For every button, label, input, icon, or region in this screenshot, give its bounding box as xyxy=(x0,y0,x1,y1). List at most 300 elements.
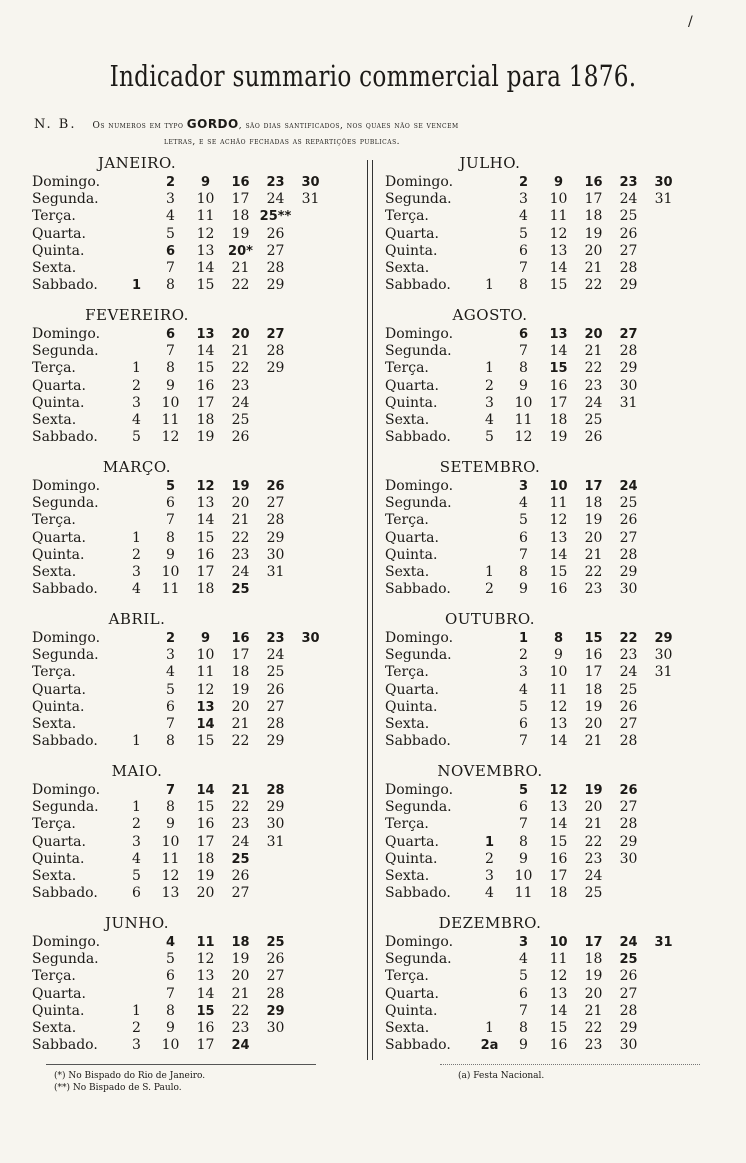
week-row xyxy=(385,1020,725,1037)
holiday-date-cell: 29 xyxy=(654,631,673,646)
date-cell xyxy=(258,378,293,395)
date-cell xyxy=(473,799,506,816)
week-row xyxy=(385,326,725,343)
date-cell xyxy=(473,512,506,529)
date-cell: 12 xyxy=(549,968,568,985)
date-cell: 1 xyxy=(132,799,141,816)
week-row xyxy=(385,226,725,243)
date-cell: 21 xyxy=(231,512,250,529)
date-cell: 21 xyxy=(584,259,603,276)
month-block xyxy=(32,608,372,760)
date-cell xyxy=(646,243,681,260)
date-cell xyxy=(646,1003,681,1020)
date-cell: 7 xyxy=(519,343,528,360)
date-cell: 7 xyxy=(519,1002,528,1019)
date-cell: 16 xyxy=(549,377,568,394)
week-row xyxy=(32,495,372,512)
date-cell: 1 xyxy=(485,277,494,294)
day-name: Quarta. xyxy=(32,833,86,850)
date-cell: 22 xyxy=(584,1019,603,1036)
date-cell xyxy=(293,378,328,395)
day-name: Segunda. xyxy=(32,343,99,360)
holiday-date-cell: 25 xyxy=(231,851,250,867)
date-cell: 21 xyxy=(231,985,250,1002)
date-cell xyxy=(293,968,328,985)
date-cell: 29 xyxy=(266,733,285,750)
date-cell: 6 xyxy=(132,885,141,902)
date-cell xyxy=(258,412,293,429)
date-cell xyxy=(611,868,646,885)
date-cell: 5 xyxy=(132,867,141,884)
date-cell: 15 xyxy=(196,277,215,294)
holiday-date-cell: 12 xyxy=(549,783,568,798)
date-cell: 20 xyxy=(584,799,603,816)
holiday-date-cell: 17 xyxy=(584,935,603,950)
date-cell: 3 xyxy=(132,394,141,411)
date-cell: 24 xyxy=(619,191,638,208)
day-name: Terça. xyxy=(385,512,429,529)
date-cell: 1 xyxy=(132,733,141,750)
day-name: Terça. xyxy=(32,664,76,681)
date-cell: 25 xyxy=(619,681,638,698)
date-cell: 4 xyxy=(485,411,494,428)
date-cell: 6 xyxy=(519,529,528,546)
date-cell xyxy=(293,412,328,429)
date-cell xyxy=(646,495,681,512)
day-name: Sexta. xyxy=(385,259,430,276)
holiday-date-cell: 4 xyxy=(165,935,176,950)
date-cell: 22 xyxy=(231,1002,250,1019)
date-cell xyxy=(258,581,293,598)
week-row xyxy=(385,360,725,377)
month-name: ABRIL. xyxy=(108,610,166,628)
holiday-date-cell: 15 xyxy=(549,361,568,377)
date-cell xyxy=(120,647,153,664)
week-row xyxy=(385,243,725,260)
date-cell: 30 xyxy=(654,647,673,664)
footnote-rio: (*) No Bispado do Rio de Janeiro. xyxy=(54,1071,206,1081)
date-cell xyxy=(293,326,328,343)
date-cell xyxy=(646,378,681,395)
holiday-date-cell: 1 xyxy=(484,834,495,850)
date-cell: 27 xyxy=(619,799,638,816)
date-cell xyxy=(293,885,328,902)
date-cell: 4 xyxy=(132,850,141,867)
date-cell xyxy=(293,1037,328,1054)
date-cell: 5 xyxy=(166,681,175,698)
date-cell: 14 xyxy=(549,259,568,276)
week-row xyxy=(385,834,725,851)
date-cell: 26 xyxy=(619,968,638,985)
week-row xyxy=(32,277,372,294)
calendar-column-left xyxy=(32,152,372,1064)
date-cell: 19 xyxy=(584,225,603,242)
date-cell xyxy=(473,226,506,243)
date-cell: 15 xyxy=(196,799,215,816)
date-cell: 30 xyxy=(619,850,638,867)
date-cell: 24 xyxy=(231,394,250,411)
date-cell xyxy=(646,226,681,243)
week-row xyxy=(385,547,725,564)
date-cell: 27 xyxy=(231,885,250,902)
week-row xyxy=(32,934,372,951)
date-cell xyxy=(293,429,328,446)
day-name: Domingo. xyxy=(385,630,454,646)
date-cell: 2 xyxy=(132,1019,141,1036)
date-cell: 28 xyxy=(619,733,638,750)
date-cell xyxy=(646,951,681,968)
day-name: Sexta. xyxy=(32,1019,77,1036)
date-cell xyxy=(473,968,506,985)
date-cell xyxy=(120,326,153,343)
date-cell xyxy=(293,647,328,664)
week-row xyxy=(32,868,372,885)
date-cell: 7 xyxy=(166,343,175,360)
date-cell xyxy=(120,343,153,360)
footnote-festa-nacional: (a) Festa Nacional. xyxy=(458,1071,545,1081)
date-cell xyxy=(646,716,681,733)
date-cell: 20 xyxy=(231,495,250,512)
date-cell: 25 xyxy=(266,664,285,681)
week-row xyxy=(32,951,372,968)
day-name: Quinta. xyxy=(32,1002,85,1019)
holiday-date-cell: 18 xyxy=(231,935,250,950)
day-name: Terça. xyxy=(32,968,76,985)
date-cell: 27 xyxy=(266,698,285,715)
month-block xyxy=(32,152,372,304)
date-cell: 11 xyxy=(161,411,180,428)
date-cell: 1 xyxy=(485,360,494,377)
date-cell: 18 xyxy=(196,411,215,428)
date-cell xyxy=(473,243,506,260)
date-cell xyxy=(293,530,328,547)
day-name: Sabbado. xyxy=(32,885,98,902)
week-row xyxy=(32,986,372,1003)
day-name: Quinta. xyxy=(385,546,438,563)
holiday-date-cell: 11 xyxy=(196,935,215,950)
date-cell: 30 xyxy=(619,581,638,598)
date-cell xyxy=(120,934,153,951)
holiday-date-cell: 15 xyxy=(196,1003,215,1019)
day-name: Sexta. xyxy=(385,867,430,884)
holiday-date-cell: 22 xyxy=(619,631,638,646)
date-cell xyxy=(611,885,646,902)
date-cell: 22 xyxy=(231,277,250,294)
date-cell xyxy=(473,951,506,968)
date-cell: 31 xyxy=(619,394,638,411)
week-row xyxy=(32,716,372,733)
day-name: Quinta. xyxy=(385,698,438,715)
day-name: Terça. xyxy=(32,208,76,225)
date-cell: 17 xyxy=(196,833,215,850)
date-cell: 16 xyxy=(196,816,215,833)
week-row xyxy=(385,564,725,581)
week-row xyxy=(385,682,725,699)
date-cell: 9 xyxy=(166,1019,175,1036)
date-cell: 9 xyxy=(519,1037,528,1054)
date-cell: 10 xyxy=(161,394,180,411)
week-row xyxy=(385,799,725,816)
holiday-date-cell: 27 xyxy=(266,327,285,342)
date-cell xyxy=(611,429,646,446)
date-cell: 4 xyxy=(132,411,141,428)
date-cell: 24 xyxy=(266,191,285,208)
date-cell xyxy=(473,343,506,360)
date-cell: 30 xyxy=(266,816,285,833)
date-cell xyxy=(646,581,681,598)
week-row xyxy=(32,682,372,699)
date-cell: 18 xyxy=(584,208,603,225)
date-cell: 10 xyxy=(514,394,533,411)
date-cell: 15 xyxy=(549,563,568,580)
holiday-date-cell: 7 xyxy=(165,783,176,798)
day-name: Quarta. xyxy=(32,681,86,698)
date-cell: 17 xyxy=(231,191,250,208)
date-cell: 2 xyxy=(132,546,141,563)
date-cell: 12 xyxy=(514,429,533,446)
date-cell: 5 xyxy=(166,225,175,242)
date-cell: 11 xyxy=(161,581,180,598)
day-name: Domingo. xyxy=(32,934,101,950)
note-nb: N. B. xyxy=(34,117,77,132)
date-cell: 23 xyxy=(584,1037,603,1054)
date-cell xyxy=(473,530,506,547)
day-name: Quinta. xyxy=(32,698,85,715)
date-cell: 21 xyxy=(584,546,603,563)
note-text-b: , são dias santificados, nos quaes não se vencem xyxy=(238,121,459,131)
date-cell xyxy=(646,868,681,885)
month-name: JANEIRO. xyxy=(97,154,177,172)
holiday-date-cell: 2 xyxy=(165,631,176,646)
holiday-date-cell: 2a xyxy=(480,1038,499,1054)
date-cell xyxy=(258,851,293,868)
date-cell: 11 xyxy=(549,495,568,512)
date-cell: 13 xyxy=(549,529,568,546)
date-cell: 19 xyxy=(584,698,603,715)
week-row xyxy=(32,1020,372,1037)
date-cell: 20 xyxy=(231,698,250,715)
month-name: JUNHO. xyxy=(104,914,170,932)
date-cell: 29 xyxy=(266,360,285,377)
date-cell: 30 xyxy=(619,377,638,394)
week-row xyxy=(385,429,725,446)
date-cell: 2 xyxy=(519,647,528,664)
date-cell xyxy=(473,986,506,1003)
date-cell: 13 xyxy=(549,985,568,1002)
date-cell: 15 xyxy=(549,1019,568,1036)
date-cell: 5 xyxy=(519,512,528,529)
week-row xyxy=(385,716,725,733)
day-name: Quinta. xyxy=(385,242,438,259)
date-cell xyxy=(120,716,153,733)
holiday-date-cell: 16 xyxy=(231,175,250,190)
holiday-date-cell: 24 xyxy=(231,1038,250,1054)
date-cell xyxy=(258,395,293,412)
date-cell xyxy=(646,277,681,294)
month-block xyxy=(32,456,372,608)
date-cell: 3 xyxy=(519,191,528,208)
date-cell: 6 xyxy=(519,715,528,732)
day-name: Sabbado. xyxy=(32,429,98,446)
date-cell: 3 xyxy=(485,867,494,884)
date-cell xyxy=(120,495,153,512)
date-cell: 29 xyxy=(266,277,285,294)
date-cell: 27 xyxy=(619,985,638,1002)
date-cell: 23 xyxy=(584,581,603,598)
day-name: Domingo. xyxy=(32,630,101,646)
day-name: Segunda. xyxy=(385,951,452,968)
date-cell xyxy=(258,1037,293,1054)
holiday-date-cell: 12 xyxy=(196,479,215,494)
month-name: NOVEMBRO. xyxy=(437,762,543,780)
date-cell: 27 xyxy=(266,968,285,985)
date-cell: 19 xyxy=(196,867,215,884)
date-cell: 21 xyxy=(231,715,250,732)
date-cell: 23 xyxy=(584,377,603,394)
date-cell xyxy=(120,243,153,260)
day-name: Quinta. xyxy=(385,850,438,867)
week-row xyxy=(32,968,372,985)
date-cell xyxy=(293,664,328,681)
date-cell: 12 xyxy=(549,512,568,529)
date-cell: 18 xyxy=(196,581,215,598)
day-name: Segunda. xyxy=(32,495,99,512)
holiday-date-cell: 13 xyxy=(196,327,215,342)
day-name: Quarta. xyxy=(385,833,439,850)
date-cell xyxy=(293,581,328,598)
date-cell xyxy=(258,868,293,885)
date-cell xyxy=(646,851,681,868)
holiday-date-cell: 25 xyxy=(231,582,250,598)
date-cell: 29 xyxy=(266,529,285,546)
date-cell xyxy=(120,986,153,1003)
holiday-date-cell: 16 xyxy=(231,631,250,646)
date-cell: 22 xyxy=(584,563,603,580)
date-cell: 29 xyxy=(619,833,638,850)
month-block xyxy=(385,152,725,304)
day-name: Sexta. xyxy=(32,563,77,580)
holiday-date-cell: 21 xyxy=(231,783,250,798)
date-cell xyxy=(293,699,328,716)
date-cell: 16 xyxy=(549,581,568,598)
date-cell: 7 xyxy=(166,512,175,529)
month-name: FEVEREIRO. xyxy=(85,306,189,324)
month-block xyxy=(385,456,725,608)
date-cell: 2 xyxy=(485,581,494,598)
month-block xyxy=(32,912,372,1064)
week-row xyxy=(32,733,372,750)
date-cell: 5 xyxy=(485,429,494,446)
day-name: Segunda. xyxy=(32,191,99,208)
date-cell: 26 xyxy=(231,867,250,884)
holiday-date-cell: 9 xyxy=(553,175,564,190)
day-name: Terça. xyxy=(385,208,429,225)
week-row xyxy=(32,816,372,833)
date-cell xyxy=(646,530,681,547)
date-cell: 1 xyxy=(132,360,141,377)
week-row xyxy=(32,378,372,395)
date-cell: 22 xyxy=(584,277,603,294)
date-cell xyxy=(473,647,506,664)
day-name: Sabbado. xyxy=(32,277,98,294)
holiday-date-cell: 10 xyxy=(549,935,568,950)
date-cell: 29 xyxy=(619,360,638,377)
day-name: Sabbado. xyxy=(32,733,98,750)
holiday-date-cell: 26 xyxy=(266,479,285,494)
date-cell: 27 xyxy=(619,242,638,259)
date-cell xyxy=(646,799,681,816)
date-cell xyxy=(473,191,506,208)
date-cell: 8 xyxy=(166,733,175,750)
holiday-date-cell: 19 xyxy=(584,783,603,798)
date-cell: 28 xyxy=(619,816,638,833)
date-cell: 18 xyxy=(196,850,215,867)
date-cell: 9 xyxy=(519,377,528,394)
date-cell xyxy=(646,343,681,360)
date-cell xyxy=(120,664,153,681)
date-cell: 23 xyxy=(584,850,603,867)
date-cell: 3 xyxy=(485,394,494,411)
date-cell: 25 xyxy=(584,885,603,902)
date-cell: 14 xyxy=(549,546,568,563)
week-row xyxy=(385,951,725,968)
date-cell: 25 xyxy=(231,411,250,428)
date-cell xyxy=(646,412,681,429)
date-cell xyxy=(473,716,506,733)
holiday-date-cell: 2 xyxy=(165,175,176,190)
date-cell: 24 xyxy=(619,664,638,681)
date-cell: 31 xyxy=(654,191,673,208)
day-name: Sabbado. xyxy=(385,733,451,750)
day-name: Quinta. xyxy=(385,394,438,411)
day-name: Sabbado. xyxy=(385,581,451,598)
week-row xyxy=(32,412,372,429)
calendar-column-right xyxy=(385,152,725,1064)
date-cell: 11 xyxy=(549,208,568,225)
week-row xyxy=(32,581,372,598)
date-cell: 19 xyxy=(231,951,250,968)
date-cell: 28 xyxy=(266,343,285,360)
date-cell: 20 xyxy=(196,885,215,902)
day-name: Segunda. xyxy=(385,799,452,816)
date-cell: 14 xyxy=(549,343,568,360)
date-cell: 9 xyxy=(166,377,175,394)
date-cell: 4 xyxy=(166,208,175,225)
week-row xyxy=(385,868,725,885)
date-cell xyxy=(646,885,681,902)
day-name: Domingo. xyxy=(32,478,101,494)
date-cell: 16 xyxy=(549,850,568,867)
day-name: Quarta. xyxy=(385,681,439,698)
date-cell: 11 xyxy=(161,850,180,867)
date-cell: 3 xyxy=(132,1037,141,1054)
date-cell xyxy=(473,1003,506,1020)
day-name: Domingo. xyxy=(385,934,454,950)
holiday-date-cell: 27 xyxy=(619,327,638,342)
date-cell: 15 xyxy=(549,833,568,850)
date-cell: 18 xyxy=(549,411,568,428)
holiday-date-cell: 25 xyxy=(619,952,638,968)
date-cell: 5 xyxy=(519,698,528,715)
week-row xyxy=(385,630,725,647)
date-cell: 7 xyxy=(166,259,175,276)
day-name: Sabbado. xyxy=(385,1037,451,1054)
week-row xyxy=(32,1037,372,1054)
date-cell xyxy=(646,968,681,985)
date-cell: 8 xyxy=(166,529,175,546)
week-row xyxy=(385,174,725,191)
date-cell: 4 xyxy=(519,681,528,698)
